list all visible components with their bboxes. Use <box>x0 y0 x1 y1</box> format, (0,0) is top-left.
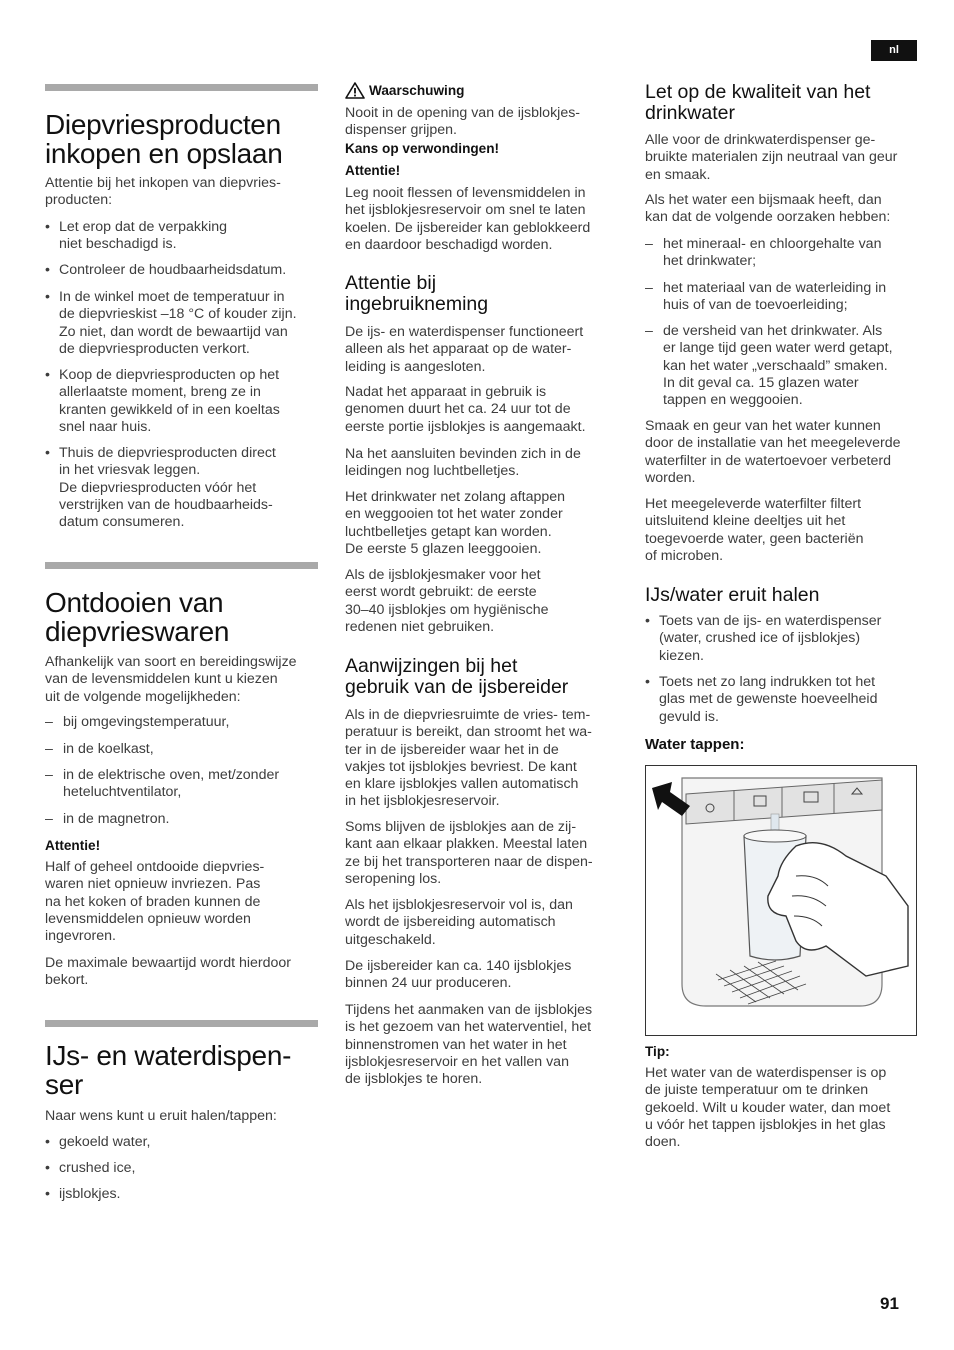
paragraph <box>645 418 901 487</box>
text-line: (water, crushed ice of ijsblokjes) <box>659 630 861 647</box>
text-line: Soms blijven de ijsblokjes aan de zij- <box>345 819 577 835</box>
text-line: Het drinkwater net zolang aftappen <box>345 489 566 505</box>
subsection-title <box>345 273 488 315</box>
text-line: peratuur is bereikt, dan stroomt het wa- <box>345 724 592 741</box>
list-item <box>645 236 881 271</box>
text-line: Als het water een bijsmaak heeft, dan <box>645 192 882 208</box>
text-line: Nooit in de opening van de ijsblokjes- <box>345 105 581 121</box>
text-line: Zo niet, dan wordt de bewaartijd van <box>59 323 288 340</box>
text-line: gekoeld. Wilt u kouder water, dan moet <box>645 1099 891 1116</box>
text-line: Het water van de waterdispenser is op <box>645 1065 887 1081</box>
text-line: door de installatie van het meegeleverde <box>645 435 901 452</box>
tip-label: Tip: <box>645 1044 670 1059</box>
section-title-line: Diepvriesproducten <box>45 109 281 140</box>
text-line: de diepvriesproducten verkort. <box>59 340 250 357</box>
paragraph <box>45 1108 277 1125</box>
text-line: eerst wordt gebruikt: de eerste <box>345 584 537 601</box>
text-line: leidingen nog luchtbelletjes. <box>345 463 520 480</box>
text-line: de ijsblokjes te horen. <box>345 1071 483 1088</box>
text-line: verstrijken van de houdbaarheids- <box>59 496 273 513</box>
list-item <box>645 323 893 409</box>
list-item <box>45 1186 121 1203</box>
page-number: 91 <box>880 1294 899 1313</box>
list-item <box>645 613 881 665</box>
list-item <box>45 367 280 436</box>
paragraph <box>345 707 592 811</box>
paragraph <box>645 192 890 227</box>
text-line: 30–40 ijsblokjes om hygiënische <box>345 601 549 618</box>
text-line: Als het ijsblokjesreservoir vol is, dan <box>345 897 573 913</box>
text-line: allerlaatste moment, breng ze in <box>59 384 261 401</box>
text-line: ze bij het transporteren naar de dispen- <box>345 853 593 870</box>
text-line: levensmiddelen opnieuw worden <box>45 910 251 927</box>
text-line: wordt de ijsbereiding automatisch <box>345 914 556 931</box>
subsection-title-line: gebruik van de ijsbereider <box>345 676 569 698</box>
text-line: Het meegeleverde waterfilter filtert <box>645 496 862 512</box>
paragraph <box>345 489 565 558</box>
text-line: worden. <box>645 469 696 486</box>
list-item <box>45 1134 151 1151</box>
list-item <box>45 1160 136 1177</box>
text-line: redenen niet gebruiken. <box>345 618 495 635</box>
text-line: • ijsblokjes. <box>59 1186 121 1202</box>
text-line: Na het aansluiten bevinden zich in de <box>345 446 581 462</box>
text-line: Als in de diepvriesruimte de vries- tem- <box>345 707 591 723</box>
text-line: er lange tijd geen water werd getapt, <box>663 340 893 357</box>
text-line: waren niet opnieuw invriezen. Pas <box>45 876 261 893</box>
list-item <box>45 289 297 358</box>
text-line: niet beschadigd is. <box>59 236 177 253</box>
warning-heading <box>345 81 464 99</box>
text-line: De maximale bewaartijd wordt hierdoor <box>45 955 292 971</box>
subsection-title-line: Let op de kwaliteit van het <box>645 81 871 103</box>
section-title-line: Ontdooien van <box>45 587 224 618</box>
text-line: bekort. <box>45 972 89 989</box>
list-item <box>45 767 279 802</box>
text-line: • Toets van de ijs- en waterdispenser <box>659 613 882 629</box>
section-title-line: IJs- en waterdispen- <box>45 1040 292 1071</box>
list-item <box>45 219 227 254</box>
text-line: kan het water „verschaald” smaken. <box>663 357 888 374</box>
text-line: De diepvriesproducten vóór het <box>59 479 257 496</box>
list-item <box>45 714 229 731</box>
text-line: In dit geval ca. 15 glazen water <box>663 374 859 391</box>
text-line: binnen 24 uur produceren. <box>345 975 512 992</box>
paragraph <box>45 654 297 706</box>
text-line: in het vriesvak leggen. <box>59 462 201 479</box>
text-line: kranten gewikkeld of in een koeltas <box>59 401 280 418</box>
subsection-title-line: Aanwijzingen bij het <box>345 655 518 677</box>
list-item <box>45 811 169 828</box>
text-line: uitgeschakeld. <box>345 931 436 948</box>
paragraph <box>645 132 897 184</box>
text-line: – bij omgevingstemperatuur, <box>63 714 230 730</box>
list-item <box>45 262 286 279</box>
text-line: snel naar huis. <box>59 418 152 435</box>
text-line: • gekoeld water, <box>59 1134 151 1150</box>
paragraph <box>345 446 581 481</box>
paragraph <box>345 105 580 140</box>
text-line: • Toets net zo lang indrukken tot het <box>659 674 876 690</box>
text-line: Als de ijsblokjesmaker voor het <box>345 567 541 583</box>
subsection-title-line: Attentie bij <box>345 272 437 294</box>
text-line: van de levensmiddelen kunt u kiezen <box>45 671 278 688</box>
subsection-title <box>345 656 568 698</box>
section-rule <box>45 84 318 91</box>
subsection-title <box>645 82 870 124</box>
paragraph <box>345 567 548 636</box>
text-line: dispenser grijpen. <box>345 122 457 139</box>
text-line: kiezen. <box>659 647 704 664</box>
list-item <box>45 741 154 758</box>
paragraph <box>345 384 586 436</box>
text-line: u vóór het tappen ijsblokjes in het glas <box>645 1116 886 1133</box>
text-line: waterfilter in de watertoevoer verbeterd <box>645 452 892 469</box>
water-dispenser-illustration <box>645 765 917 1036</box>
text-line: koelen. De ijsbereider kan geblokkeerd <box>345 219 591 236</box>
text-line: De ijs- en waterdispenser functioneert <box>345 324 584 340</box>
text-line: uitsluitend kleine deeltjes uit het <box>645 513 846 530</box>
text-line: is het gezoem van het waterventiel, het <box>345 1019 592 1036</box>
text-line: Leg nooit flessen of levensmiddelen in <box>345 185 586 201</box>
section-title <box>45 110 282 168</box>
text-line: – in de koelkast, <box>63 741 154 757</box>
paragraph <box>345 819 593 888</box>
paragraph <box>45 955 291 990</box>
text-line: Afhankelijk van soort en bereidingswijze <box>45 654 297 670</box>
text-line: – het materiaal van de waterleiding in <box>663 280 887 296</box>
text-line: huis of van de toevoerleiding; <box>663 297 848 314</box>
text-line: leiding is aangesloten. <box>345 358 486 375</box>
text-line: Attentie bij het inkopen van diepvries- <box>45 175 281 191</box>
section-title-line: inkopen en opslaan <box>45 138 283 169</box>
text-line: kan dat de volgende oorzaken hebben: <box>645 209 891 226</box>
text-line: • crushed ice, <box>59 1160 136 1176</box>
text-line: Tijdens het aanmaken van de ijsblokjes <box>345 1002 593 1018</box>
subsection-title-line: drinkwater <box>645 102 735 124</box>
text-line: ijsblokjesreservoir en het vallen van <box>345 1053 569 1070</box>
text-line: Half of geheel ontdooide diepvries- <box>45 859 265 875</box>
text-line: Nadat het apparaat in gebruik is <box>345 384 547 400</box>
text-line: Smaak en geur van het water kunnen <box>645 418 881 434</box>
section-title-line: ser <box>45 1069 83 1100</box>
text-line: seropening los. <box>345 870 442 887</box>
text-line: – in de magnetron. <box>63 811 170 827</box>
figure-caption: Water tappen: <box>645 736 745 753</box>
text-line: producten: <box>45 192 113 209</box>
subsection-title-line: IJs/water eruit halen <box>645 584 820 606</box>
list-item <box>645 280 886 315</box>
text-line: • In de winkel moet de temperatuur in <box>59 289 285 305</box>
text-line: de juiste temperatuur om te drinken <box>645 1082 869 1099</box>
text-line: • Koop de diepvriesproducten op het <box>59 367 280 383</box>
text-line: en klare ijsblokjes vallen automatisch <box>345 776 579 793</box>
text-line: heteluchtventilator, <box>63 784 182 801</box>
text-line: ter in de ijsbereider waar het in de <box>345 741 559 758</box>
text-line: alleen als het apparaat op de water- <box>345 341 572 358</box>
subsection-title-line: ingebruikneming <box>345 293 489 315</box>
dispenser-drawing <box>646 766 917 1036</box>
paragraph <box>45 175 281 210</box>
text-line: doen. <box>645 1134 681 1151</box>
warning-emphasis: Kans op verwondingen! <box>345 141 500 156</box>
section-title <box>45 1041 291 1099</box>
text-line: eerste portie ijsblokjes is aangemaakt. <box>345 418 586 435</box>
text-line: of microben. <box>645 547 724 564</box>
text-line: • Thuis de diepvriesproducten direct <box>59 445 276 461</box>
text-line: de diepvrieskist –18 °C of kouder zijn. <box>59 306 297 323</box>
list-item <box>45 445 276 531</box>
text-line: vakjes tot ijsblokjes bevriest. De kant <box>345 758 577 775</box>
paragraph <box>45 859 264 945</box>
text-line: De ijsbereider kan ca. 140 ijsblokjes <box>345 958 572 974</box>
text-line: uit de volgende mogelijkheden: <box>45 688 241 705</box>
attention-label: Attentie! <box>345 163 401 178</box>
text-line: en daardoor beschadigd worden. <box>345 236 553 253</box>
text-line: en weggooien tot het water zonder <box>345 506 563 523</box>
text-line: – het mineraal- en chloorgehalte van <box>663 236 882 252</box>
paragraph <box>345 185 590 254</box>
paragraph <box>345 324 583 376</box>
language-tab: nl <box>871 40 917 61</box>
text-line: genomen duurt het ca. 24 uur tot de <box>345 401 571 418</box>
text-line: en smaak. <box>645 166 711 183</box>
paragraph <box>645 496 864 565</box>
section-title-line: diepvrieswaren <box>45 616 230 647</box>
text-line: in het ijsblokjesreservoir. <box>345 793 500 810</box>
text-line: gevuld is. <box>659 708 719 725</box>
section-rule <box>45 562 318 569</box>
paragraph <box>345 958 571 993</box>
text-line: bruikte materialen zijn neutraal van geur <box>645 149 898 166</box>
text-line: na het koken of braden kunnen de <box>45 893 261 910</box>
list-item <box>645 674 877 726</box>
text-line: • Controleer de houdbaarheidsdatum. <box>59 262 287 278</box>
text-line: ingevroren. <box>45 928 116 945</box>
text-line: het drinkwater; <box>663 253 757 270</box>
section-rule <box>45 1020 318 1027</box>
text-line: Naar wens kunt u eruit halen/tappen: <box>45 1108 277 1124</box>
text-line: – in de elektrische oven, met/zonder <box>63 767 280 783</box>
subsection-title <box>645 585 820 606</box>
text-line: glas met de gewenste hoeveelheid <box>659 691 878 708</box>
text-line: kant aan elkaar plakken. Meestal laten <box>345 836 588 853</box>
paragraph <box>645 1065 890 1151</box>
attention-label: Attentie! <box>45 838 101 853</box>
paragraph <box>345 1002 592 1088</box>
text-line: toegevoerde water, geen bacteriën <box>645 530 864 547</box>
text-line: Alle voor de drinkwaterdispenser ge- <box>645 132 876 148</box>
text-line: – de versheid van het drinkwater. Als <box>663 323 883 339</box>
text-line: De eerste 5 glazen leeggooien. <box>345 540 542 557</box>
warning-label: Waarschuwing <box>369 82 465 98</box>
warning-triangle-icon <box>345 82 365 99</box>
text-line: tappen en weggooien. <box>663 392 803 409</box>
section-title <box>45 588 229 646</box>
text-line: luchtbelletjes getapt kan worden. <box>345 523 552 540</box>
paragraph <box>345 897 573 949</box>
text-line: binnenstromen van het water in het <box>345 1036 567 1053</box>
text-line: • Let erop dat de verpakking <box>59 219 227 235</box>
text-line: datum consumeren. <box>59 514 185 531</box>
text-line: het ijsblokjesreservoir om snel te laten <box>345 202 586 219</box>
